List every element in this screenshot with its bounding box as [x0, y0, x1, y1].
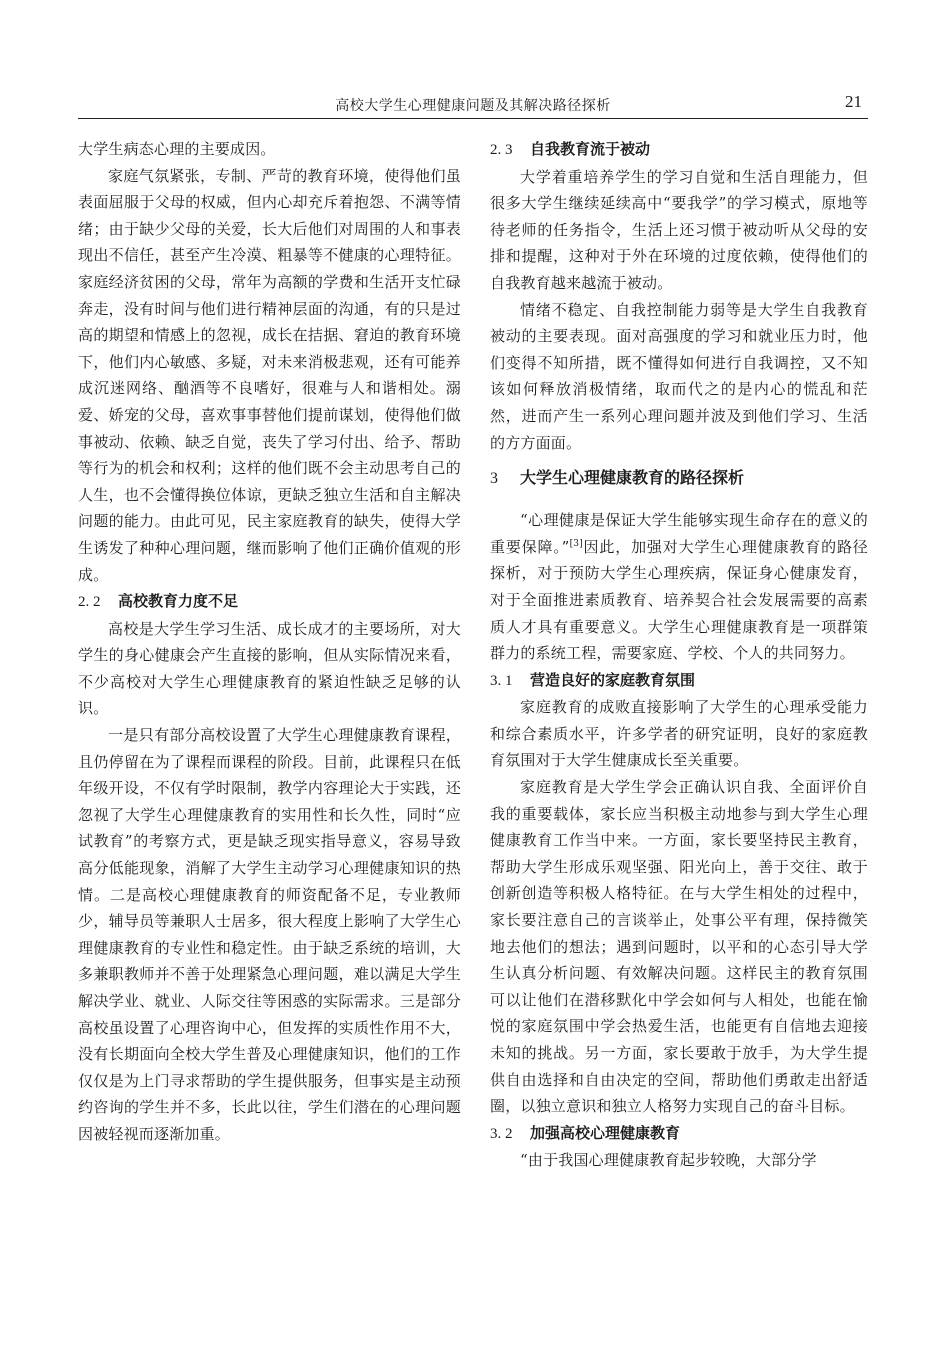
paragraph: 家庭教育是大学生学会正确认识自我、全面评价自我的重要载体，家长应当积极主动地参与到大学生心理健康教育工作当中来。一方面，家长要坚持民主教育，帮助大学生形成乐观坚强、阳光向上，善于交往、敢于创新创造等积极人格特征。在与大学生相处的过程中，家长要注意自己的言谈举止，处事公平有理，保持微笑地去他们的想法；遇到问题时，以平和的心态引导大学生认真分析问题、有效解决问题。这样民主的教育氛围可以让他们在潜移默化中学会如何与人相处，也能在愉悦的家庭氛围中学会热爱生活，也能更有自信地去迎接未知的挑战。另一方面，家长要敢于放手，为大学生提供自由选择和自由决定的空间，帮助他们勇敢走出舒适圈，以独立意识和独立人格努力实现自己的奋斗目标。: [490, 778, 868, 1116]
paragraph: 家庭教育的成败直接影响了大学生的心理承受能力和综合素质水平，许多学者的研究证明，良好的家庭教育氛围对于大学生健康成长至关重要。: [490, 698, 868, 770]
paragraph: 一是只有部分高校设置了大学生心理健康教育课程，且仍停留在为了课程而课程的阶段。目前，此课程只在低年级开设，不仅有学时限制，教学内容理论大于实践，还忽视了大学生心理健康教育的实用性和长久性，同时“应试教育”的考察方式，更是缺乏现实指导意义，容易导致高分低能现象，消解了大学生主动学习心理健康知识的热情。二是高校心理健康教育的师资配备不足，专业教师少，辅导员等兼职人士居多，很大程度上影响了大学生心理健康教育的专业性和稳定性。由于缺乏系统的培训，大多兼职教师并不善于处理紧急心理问题，难以满足大学生解决学业、就业、人际交往等困惑的实际需求。三是部分高校虽设置了心理咨询中心，但发挥的实质性作用不大，没有长期面向全校大学生普及心理健康知识，他们的工作仅仅是为上门寻求帮助的学生提供服务，但事实是主动预约咨询的学生并不多，长此以往，学生们潜在的心理问题因被轻视而逐渐加重。: [78, 726, 461, 1143]
paragraph: [490, 507, 868, 667]
quote-text: “心理健康是保证大学生能够实现生命存在的意义的重要保障。”: [490, 511, 868, 556]
section-heading-3: [490, 464, 868, 493]
section-number: 3: [490, 470, 498, 488]
section-number: 2. 3: [490, 142, 513, 158]
paragraph: 大学生病态心理的主要成因。: [78, 140, 276, 158]
section-title: 自我教育流于被动: [530, 140, 651, 158]
running-title: 高校大学生心理健康问题及其解决路径探析: [335, 98, 611, 114]
page-header: [78, 92, 868, 119]
section-number: 3. 2: [490, 1125, 513, 1142]
paragraph-continuation: 因此，加强对大学生心理健康教育的路径探析，对于预防大学生心理疾病，保证身心健康发育，对于全面推进素质教育、培养契合社会发展需要的高素质人才具有重要意义。大学生心理健康教育是一项群策群力的系统工程，需要家庭、学校、个人的共同努力。: [490, 537, 868, 663]
paragraph: 情绪不稳定、自我控制能力弱等是大学生自我教育被动的主要表现。面对高强度的学习和就业压力时，他们变得不知所措，既不懂得如何进行自我调控，又不知该如何释放消极情绪，取而代之的是内心的慌乱和茫然，进而产生一系列心理问题并波及到他们学习、生活的方方面面。: [490, 300, 868, 452]
left-column: [78, 136, 461, 1148]
paragraph: 高校是大学生学习生活、成长成才的主要场所，对大学生的身心健康会产生直接的影响，但从实际情况来看，不少高校对大学生心理健康教育的紧迫性缺乏足够的认识。: [78, 619, 461, 718]
section-heading-2-2: [78, 588, 461, 616]
citation-ref: [3]: [569, 538, 583, 549]
section-heading-3-2: [490, 1120, 868, 1148]
page-number: 21: [845, 92, 862, 111]
section-title: 高校教育力度不足: [118, 592, 239, 611]
section-title: 加强高校心理健康教育: [530, 1123, 681, 1142]
section-number: 2. 2: [78, 594, 101, 611]
section-heading-3-1: [490, 667, 868, 695]
section-title: 大学生心理健康教育的路径探析: [520, 468, 745, 488]
paragraph: “由于我国心理健康教育起步较晚，大部分学: [520, 1151, 817, 1170]
paragraph: 家庭气氛紧张，专制、严苛的教育环境，使得他们虽表面屈服于父母的权威，但内心却充斥着抱怨、不满等情绪；由于缺少父母的关爱，长大后他们对周围的人和事表现出不信任，甚至产生冷漠、粗暴等不健康的心理特征。家庭经济贫困的父母，常年为高额的学费和生活开支忙碌奔走，没有时间与他们进行精神层面的沟通，有的只是过高的期望和情感上的忽视，成长在拮据、窘迫的教育环境下，他们内心敏感、多疑，对未来消极悲观，还有可能养成沉迷网络、酗酒等不良嗜好，很难与人和谐相处。溺爱、娇宠的父母，喜欢事事替他们提前谋划，使得他们做事被动、依赖、缺乏自觉，丧失了学习付出、给予、帮助等行为的机会和权利；这样的他们既不会主动思考自己的人生，也不会懂得换位体谅，更缺乏独立生活和自主解决问题的能力。由此可见，民主家庭教育的缺失，使得大学生诱发了种种心理问题，继而影响了他们正确价值观的形成。: [78, 166, 461, 584]
section-heading-2-3: [490, 136, 868, 164]
section-title: 营造良好的家庭教育氛围: [530, 670, 696, 689]
paragraph: 大学着重培养学生的学习自觉和生活自理能力，但很多大学生继续延续高中“要我学”的学习模式，原地等待老师的任务指令，生活上还习惯于被动听从父母的安排和提醒，这种对于外在环境的过度依赖，使得他们的自我教育越来越流于被动。: [490, 167, 868, 292]
right-column: [490, 136, 868, 1174]
section-number: 3. 1: [490, 672, 513, 689]
